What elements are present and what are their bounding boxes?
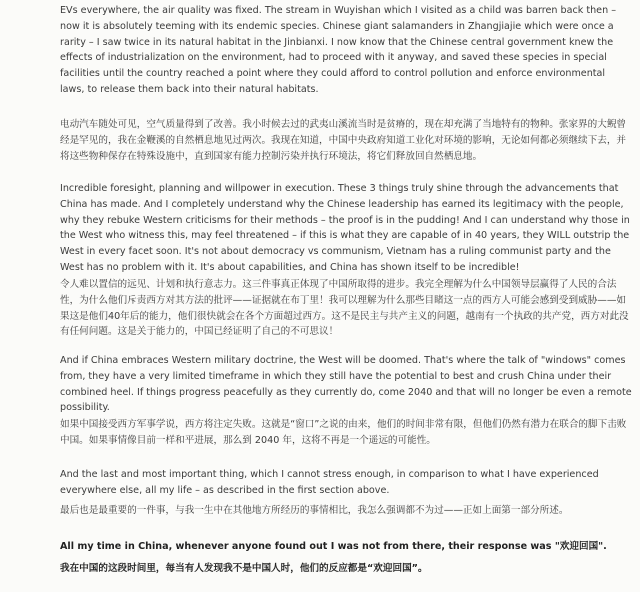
paragraph-zh-1: 电动汽车随处可见，空气质量得到了改善。我小时候去过的武夷山溪流当时是贫瘠的，现在却充满了当地特有的物种。张家界的大鲵曾经是罕见的，我在金鞭溪的自然栖息地见过两次。我现在知道，中国中央政府知道工业化对环境的影响，无论如何都必须继续下去，并将这些物种保存在特殊设施中，直到国家有能力控制污染并执行环境法，将它们释放回自然栖息地。 xyxy=(60,119,627,162)
paragraph-en-5: All my time in China, whenever anyone found out I was not from there, their response was "欢迎回国". xyxy=(60,541,607,552)
paragraph-en-3: And if China embraces Western military doctrine, the West will be doomed. That's where the talk of "windows" comes from, they have a very limited timeframe in which they still have the potential to best and crush China under their combined heel. If things progress peacefully as they currently do, come 2040 and that will no longer be even a remote possibility. xyxy=(60,355,632,414)
paragraph-en-4: And the last and most important thing, which I cannot stress enough, in comparison to what I have experienced everywhere else, all my life – as described in the first section above. xyxy=(60,469,599,496)
paragraph-zh-2: 令人难以置信的远见、计划和执行意志力。这三件事真正体现了中国所取得的进步。我完全理解为什么中国领导层赢得了人民的合法性，为什么他们斥责西方对其方法的批评——证据就在布丁里！我可以理解为什么那些目睹这一点的西方人可能会感到受到威胁——如果这是他们40年后的能力，他们很快就会在各个方面超过西方。这不是民主与共产主义的问题，越南有一个执政的共产党，西方对此没有任何问题。这是关于能力的，中国已经证明了自己的不可思议！ xyxy=(60,279,629,338)
paragraph-zh-5: 我在中国的这段时间里，每当有人发现我不是中国人时，他们的反应都是“欢迎回国”。 xyxy=(60,563,428,574)
paragraph-en-2: Incredible foresight, planning and willpower in execution. These 3 things truly shine through the advancements that China has made. And I completely understand why the Chinese leadership has earned its legitimacy with the people, why they rebuke Western criticisms for their methods – the proof is in the pudding! And I can understand why those in the West who witness this, may feel threatened – if this is what they are capable of in 40 years, they WILL outstrip the West in every facet soon. It's not about democracy vs communism, Vietnam has a ruling communist party and the West has no problem with it. It's about capabilities, and China has shown itself to be incredible! xyxy=(60,183,630,273)
paragraph-zh-4: 最后也是最重要的一件事，与我一生中在其他地方所经历的事情相比，我怎么强调都不为过——正如上面第一部分所述。 xyxy=(60,505,569,516)
paragraph-zh-3: 如果中国接受西方军事学说，西方将注定失败。这就是“窗口”之说的由来，他们的时间非常有限，但他们仍然有潜力在联合的脚下击败中国。如果事情像目前一样和平进展，那么到 2040 年，这将不再是一个遥远的可能性。 xyxy=(60,419,627,446)
paragraph-en-1: EVs everywhere, the air quality was fixed. The stream in Wuyishan which I visited as a child was barren back then – now it is absolutely teeming with its endemic species. Chinese giant salamanders in Zhangjiajie which were once a rarity – I saw twice in its natural habitat in the Jinbianxi. I now know that the Chinese central government knew the effects of industrialization on the environment, had to proceed with it anyway, and saved these species in special facilities until the country reached a point where they could afford to control pollution and enforce environmental laws, to release them back into their natural habitats. xyxy=(60,5,617,95)
